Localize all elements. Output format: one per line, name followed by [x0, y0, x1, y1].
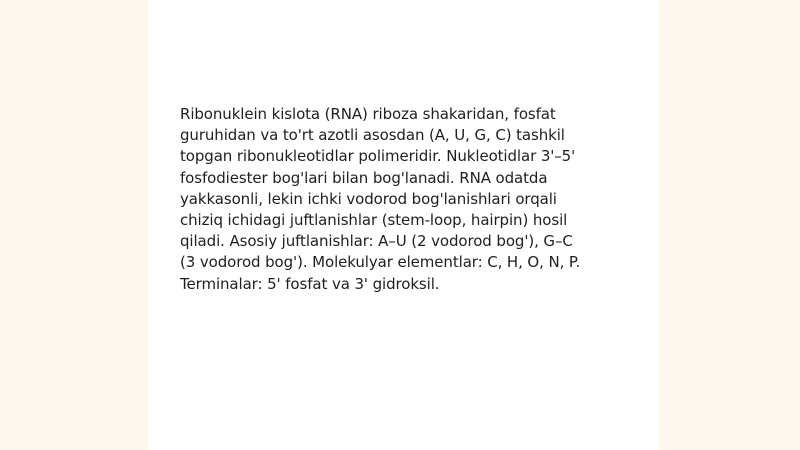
text-line: chiziq ichidagi juftlanishlar (stem-loop, hairpin) hosil [180, 211, 568, 230]
text-line: Terminalar: 5' fosfat va 3' gidroksil. [180, 274, 440, 293]
text-line: topgan ribonukleotidlar polimeridir. Nukleotidlar 3'–5' [180, 147, 576, 166]
rna-description-paragraph [180, 104, 650, 295]
document-page [148, 0, 658, 450]
text-line: (3 vodorod bog'). Molekulyar elementlar: C, H, O, N, P. [180, 253, 581, 272]
text-line: yakkasonli, lekin ichki vodorod bog'lanishlari orqali [180, 189, 557, 208]
text-line: Ribonuklein kislota (RNA) riboza shakaridan, fosfat [180, 105, 556, 123]
text-line: fosfodiester bog'lari bilan bog'lanadi. RNA odatda [180, 168, 548, 187]
text-line: guruhidan va to'rt azotli asosdan (A, U, G, C) tashkil [180, 126, 565, 145]
text-line: qiladi. Asosiy juftlanishlar: A–U (2 vodorod bog'), G–C [180, 232, 573, 251]
